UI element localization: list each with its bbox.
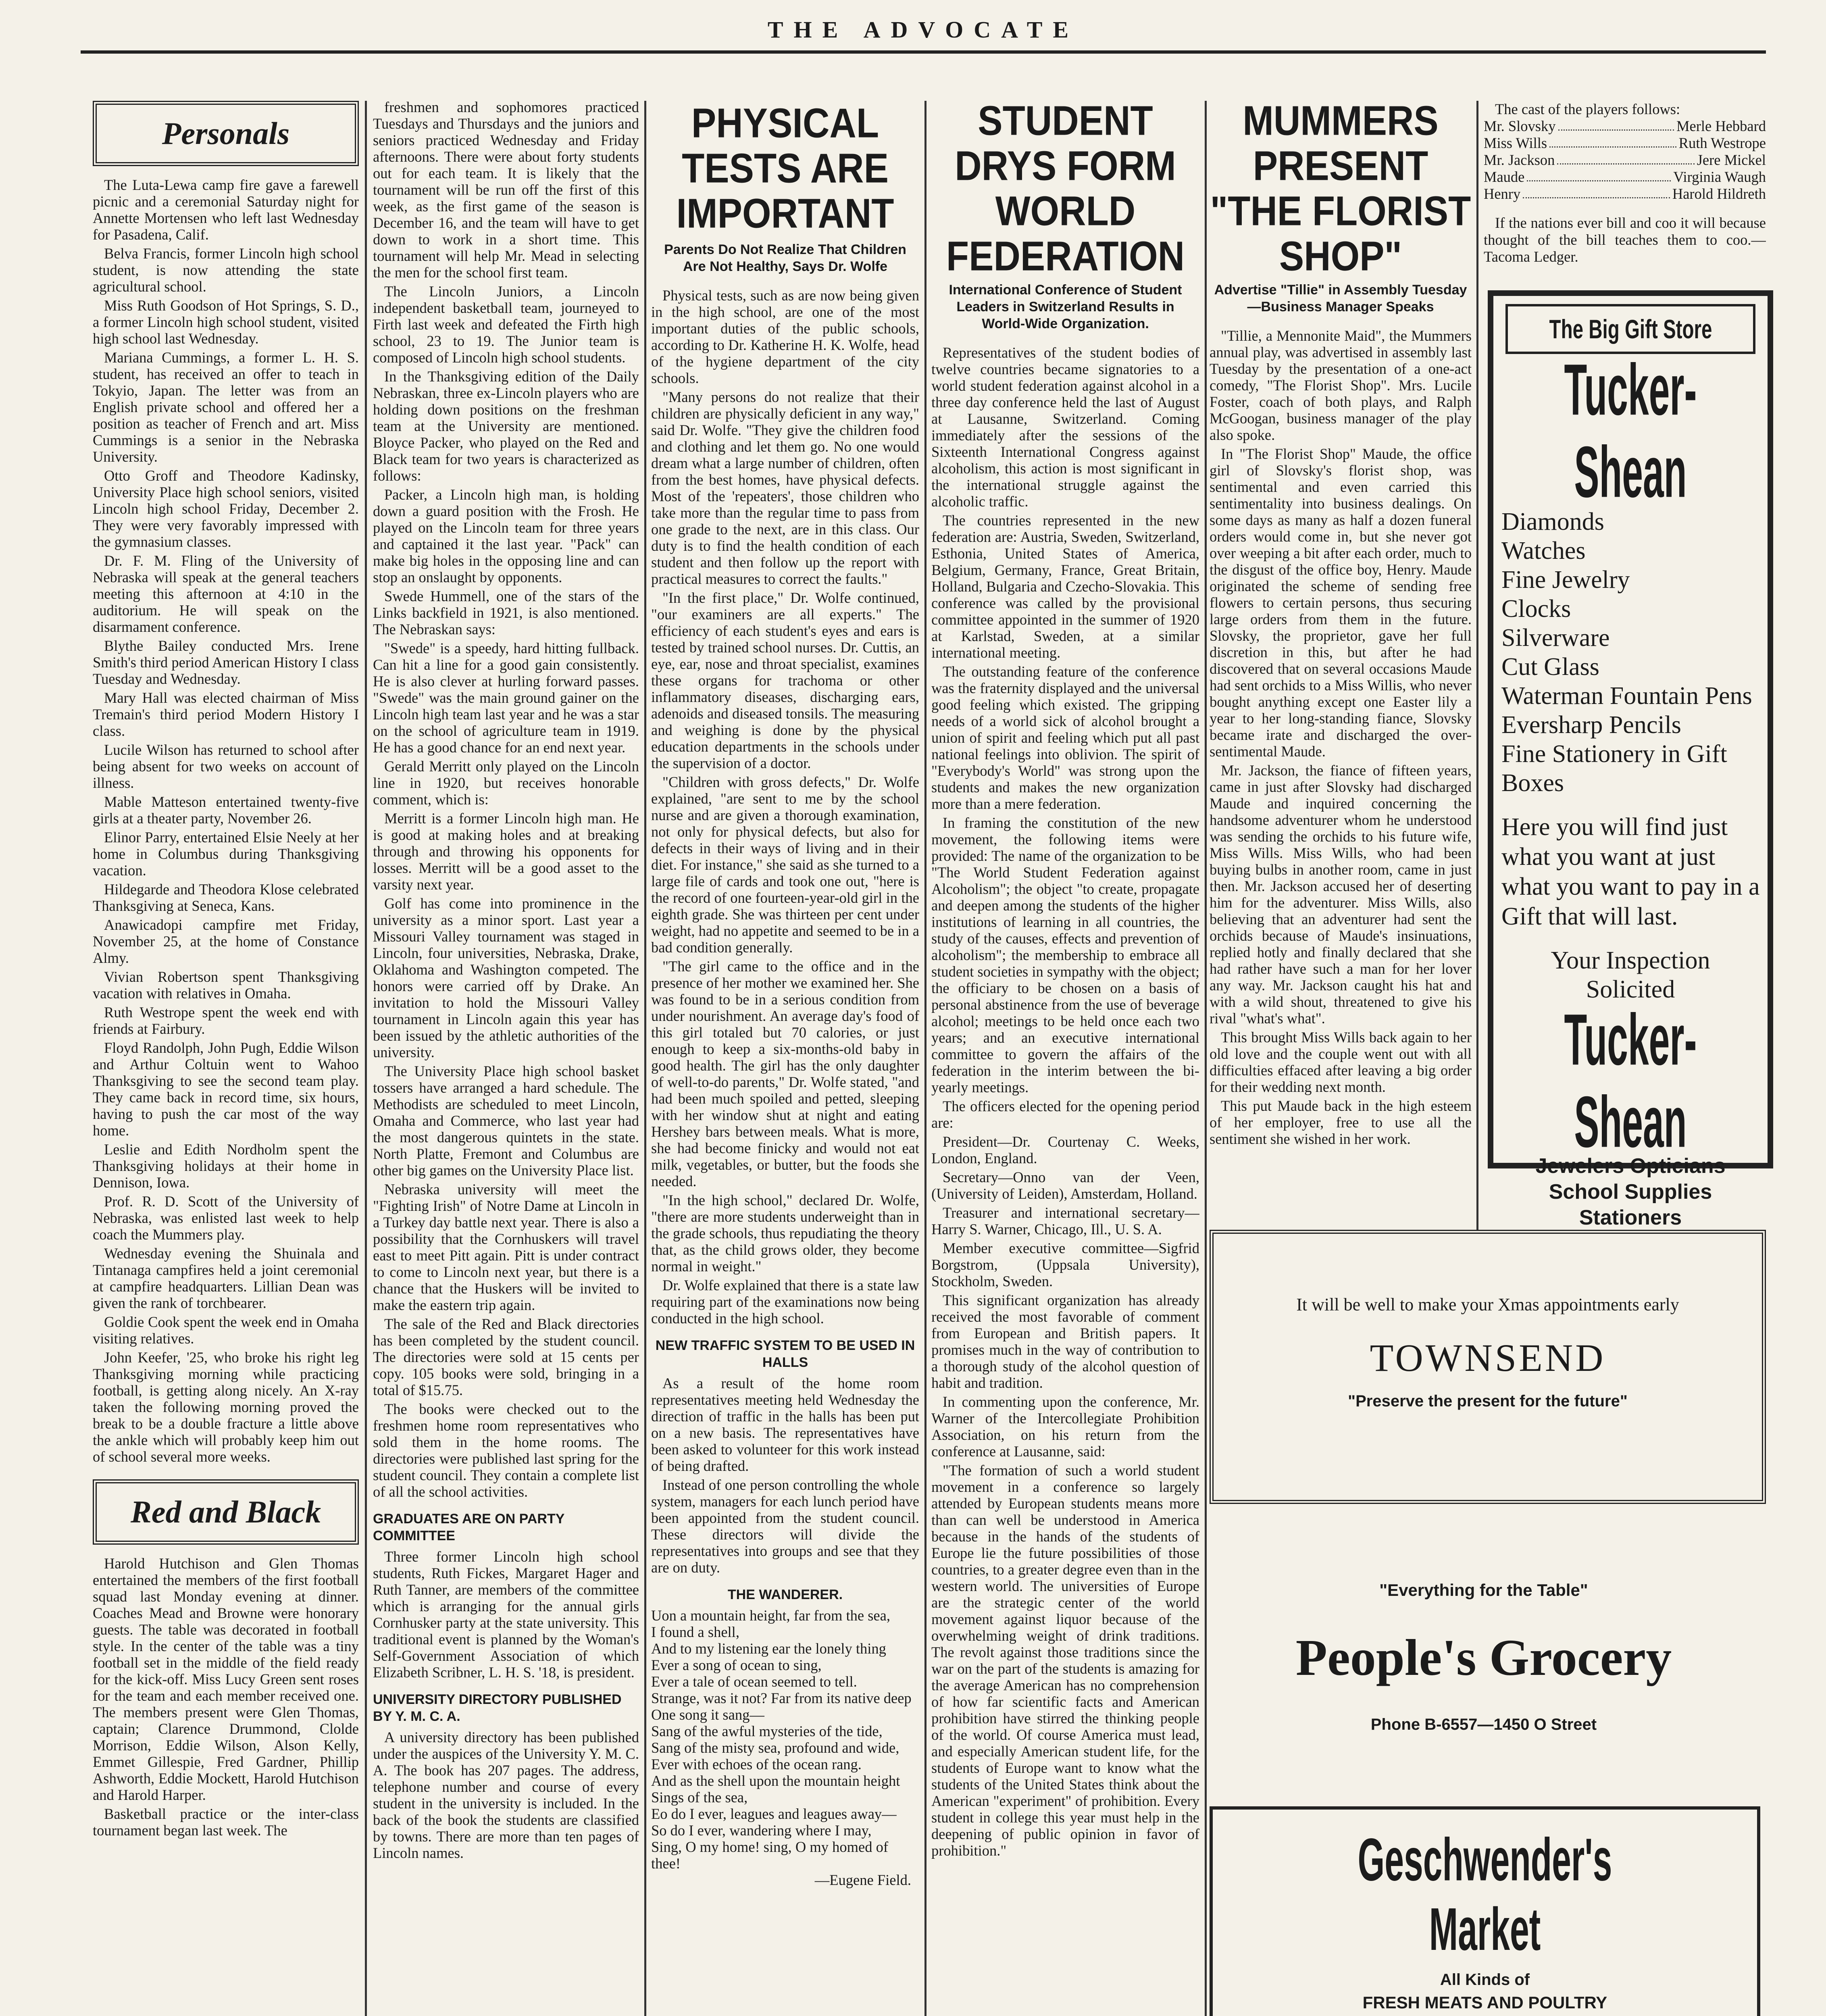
paragraph: Instead of one person controlling the whole system, managers for each lunch period have been appointed from the student council. These directors will divide the representatives into groups and see that they are on duty. — [651, 1477, 919, 1576]
paragraph: freshmen and sophomores practiced Tuesdays and Thursdays and the juniors and seniors practiced Wednesday and Friday afternoons. There were about forty students out for each team. It is likely that the tournament will be run off the first of this week, as the first game of the season is December 16, and the team will have to get down to work in a short time. This tournament will help Mr. Mead in selecting the men for the school first team. — [373, 99, 639, 281]
paragraph: A university directory has been published under the auspices of the University Y. M. C. A. The book has 207 pages. The address, telephone number and course of every student in the university is included. In the back of the book the students are classified by towns. There are more than ten pages of Lincoln names. — [373, 1729, 639, 1861]
townsend-tag: "Preserve the present for the future" — [1348, 1392, 1628, 1410]
leader-dots — [1527, 169, 1671, 181]
paragraph: Dr. F. M. Fling of the University of Nebraska will speak at the general teachers meeting this afternoon at 4:10 in the auditorium. He will speak on the disarmament conference. — [93, 552, 359, 635]
masthead: THE ADVOCATE — [767, 17, 1079, 43]
poem-body — [651, 1607, 919, 1872]
poem-line: Sings of the sea, — [651, 1789, 748, 1806]
physical-tests-deck: Parents Do Not Realize That Children Are Not Healthy, Says Dr. Wolfe — [664, 242, 906, 274]
paragraph: Belva Francis, former Lincoln high school student, is now attending the state agricultural school. — [93, 245, 359, 295]
poem-line: Sang of the awful mysteries of the tide, — [651, 1723, 883, 1739]
paragraph: The officers elected for the opening period are: — [931, 1098, 1199, 1131]
tucker-item: Watches — [1501, 537, 1586, 564]
physical-tests-body — [651, 287, 919, 1327]
poem-line: Ever with echoes of the ocean rang. — [651, 1756, 862, 1772]
leader-dots — [1523, 185, 1670, 198]
ad-geschwender — [1210, 1806, 1760, 2016]
student-drys-headline: STUDENT DRYS FORM WORLD FEDERATION — [946, 101, 1185, 280]
ad-townsend — [1210, 1230, 1766, 1504]
paragraph: Three former Lincoln high school students, Ruth Fickes, Margaret Hager and Ruth Tanner, are members of the committee which is arranging for the annual girls Cornhusker party at the state university. This traditional event is planned by the Woman's Self-Government Association of which Elizabeth Scribner, L. H. S. '18, is president. — [373, 1548, 639, 1681]
paragraph: "Many persons do not realize that their children are physically deficient in any way," said Dr. Wolfe. "They give the children food and clothing and let them go. No one would dream what a large number of children, often from the best homes, have physical defects. Most of the 'repeaters', those children who take more than the regular time to pass from one grade to the next, are in this class. Our duty is to find the health condition of each student and then follow up the report with practical measures to correct the faults." — [651, 389, 919, 587]
cast-role: Maude — [1484, 169, 1525, 185]
cast-role: Miss Wills — [1484, 135, 1547, 151]
paragraph: "Tillie, a Mennonite Maid", the Mummers annual play, was advertised in assembly last Tuesday by the presentation of a one-act comedy, "The Florist Shop". Mrs. Lucile Foster, coach of both plays, and Ralph McGoogan, business manager of the play also spoke. — [1210, 327, 1472, 443]
paragraph: Ruth Westrope spent the week end with friends at Fairbury. — [93, 1004, 359, 1037]
paragraph: The Luta-Lewa camp fire gave a farewell picnic and a ceremonial Saturday night for Annette Mortensen who left last Wednesday for Pasadena, Calif. — [93, 177, 359, 243]
townsend-line: It will be well to make your Xmas appointments early — [1296, 1295, 1679, 1314]
poem-line: Ever a tale of ocean seemed to tell. — [651, 1673, 857, 1690]
big-gift-store: The Big Gift Store — [1549, 314, 1712, 344]
cast-note: If the nations ever bill and coo it will because thought of the bill teaches them to coo.—Tacoma Ledger. — [1484, 215, 1766, 265]
personals-heading: Personals — [93, 101, 359, 166]
column-rule — [1476, 101, 1478, 1262]
ad-peoples-grocery — [1210, 1528, 1758, 1782]
geschwender-line1: All Kinds of — [1440, 1971, 1530, 1989]
poem-line: Sang of the misty sea, profound and wide, — [651, 1739, 899, 1756]
paragraph: Hildegarde and Theodora Klose celebrated Thanksgiving at Seneca, Kans. — [93, 881, 359, 914]
cast-role: Mr. Jackson — [1484, 152, 1555, 168]
tucker-pitch: Here you will find just what you want at just what you want to pay in a Gift that will last. — [1501, 813, 1760, 930]
tucker-trades: Jewelers Opticians School Supplies Stationers — [1535, 1154, 1726, 1229]
paragraph: In commenting upon the conference, Mr. Warner of the Intercollegiate Prohibition Association, on his return from the conference at Lausanne, said: — [931, 1393, 1199, 1460]
personals-body — [93, 177, 359, 1465]
paragraph: The University Place high school basket tossers have arranged a hard schedule. The Methodists are scheduled to meet Lincoln, Omaha and Commerce, who last year had the most dangerous quintets in the state. North Platte, Fremont and Columbus are other big games on the University Place list. — [373, 1063, 639, 1179]
paragraph: "In the first place," Dr. Wolfe continued, "our examiners are all experts." The efficiency of each student's eyes and ears is tested by trained school nurses. Dr. Cuttis, an eye, ear, nose and throat specialist, examines these organs for trachoma or other inflammatory diseases, discharging ears, adenoids and diseased tonsils. The measuring and weighing is done by the physical education departments in the schools under the supervision of a doctor. — [651, 589, 919, 771]
cast-actor: Jere Mickel — [1697, 152, 1766, 168]
poem-line: Eo do I ever, leagues and leagues away— — [651, 1806, 897, 1822]
paragraph: Lucile Wilson has returned to school after being absent for two weeks on account of illness. — [93, 741, 359, 791]
paragraph: Wednesday evening the Shuinala and Tintanaga campfires held a joint ceremonial at campfire headquarters. Lillian Dean was given the rank of torchbearer. — [93, 1245, 359, 1311]
paragraph: Dr. Wolfe explained that there is a state law requiring part of the examinations now being conducted in the high school. — [651, 1277, 919, 1327]
cast-row — [1484, 169, 1766, 185]
paragraph: Anawicadopi campfire met Friday, November 25, at the home of Constance Almy. — [93, 916, 359, 966]
cast-row — [1484, 118, 1766, 135]
column-rule — [924, 101, 927, 2016]
column-5 — [1210, 101, 1472, 1302]
paragraph: Golf has come into prominence in the university as a minor sport. Last year a Missouri Valley tournament was staged in Lincoln, four universities, Nebraska, Drake, Oklahoma and Washington competed. The honors were carried off by Drake. An invitation to hold the Missouri Valley tournament in Lincoln again this year has been issued by the athletic authorities of the university. — [373, 895, 639, 1060]
paragraph: "Swede" is a speedy, hard hitting fullback. Can hit a line for a good gain consistently. He is also clever at hurling forward passes. "Swede" was the main ground gainer on the Lincoln high team last year and he was a star on the school of agriculture team in 1919. He has a good chance for an end next year. — [373, 640, 639, 756]
paragraph: Treasurer and international secretary—Harry S. Warner, Chicago, Ill., U. S. A. — [931, 1204, 1199, 1237]
paragraph: "The formation of such a world student movement in a conference so largely attended by European students means more than can well be understood in America because in the hands of the students of Europe lie the future possibilities of those countries, to a greater degree even than in the western world. The universities of Europe are the strategic center of the world movement against liquor because of the overwhelming weight of drink traditions. The revolt against those traditions since the war on the part of the students is amazing for the average American has no comprehension of how far scientific facts and American prohibition have stirred the thinking people of the world. Of course America must lead, and especially American student life, for the students of Europe want to know what the students of the United States think about the American "experiment" of prohibition. Every student in college this year must help in the deepening of public opinion in favor of prohibition." — [931, 1462, 1199, 1859]
paragraph: In the Thanksgiving edition of the Daily Nebraskan, three ex-Lincoln players who are holding down positions on the freshman team at the University are mentioned. Bloyce Packer, who played on the Red and Black team for two years is characterized as follows: — [373, 368, 639, 484]
paragraph: Mariana Cummings, a former L. H. S. student, has received an offer to teach in Tokyio, Japan. The letter was from an English private school and offered her a position as teacher of French and art. Miss Cummings is a senior in the Nebraska University. — [93, 349, 359, 465]
paragraph: Representatives of the student bodies of twelve countries became signatories to a world student federation against alcohol in a three day conference held the last of August at Lausanne, Switzerland. Coming immediately after the sessions of the Sixteenth International Congress against alcoholism, this action is most significant in the international struggle against the alcoholic traffic. — [931, 344, 1199, 510]
paragraph: Elinor Parry, entertained Elsie Neely at her home in Columbus during Thanksgiving vacation. — [93, 829, 359, 879]
paragraph: The outstanding feature of the conference was the fraternity displayed and the universal good feeling which existed. The gripping needs of a world sick of alcohol brought a union of spirit and feeling which put all past national feelings into oblivion. The spirit of "Everybody's World" was strong upon the students and makes the new organization more than a mere federation. — [931, 663, 1199, 812]
red-black-heading: Red and Black — [93, 1479, 359, 1545]
student-drys-deck: International Conference of Student Leaders in Switzerland Results in World-Wide Organization. — [949, 282, 1182, 331]
column-3 — [651, 101, 919, 2016]
mummers-body — [1210, 327, 1472, 1147]
column-4 — [931, 101, 1199, 2016]
column-rule — [644, 101, 646, 2016]
poem-line: And as the shell upon the mountain height — [651, 1772, 900, 1789]
directory-subhead: UNIVERSITY DIRECTORY PUBLISHED BY Y. M. C. A. — [373, 1692, 622, 1724]
tucker-item: Clocks — [1501, 595, 1571, 623]
geschwender-name: Geschwender's Market — [1358, 1825, 1612, 1963]
poem-line: So do I ever, wandering where I may, — [651, 1822, 872, 1839]
geschwender-line2: FRESH MEATS AND POULTRY — [1362, 1993, 1607, 2012]
poem-author: —Eugene Field. — [814, 1872, 911, 1888]
column-2 — [373, 99, 639, 2016]
cast-row — [1484, 152, 1766, 169]
paragraph: Physical tests, such as are now being given in the high school, are one of the most important duties of the public schools, according to Dr. Katherine H. K. Wolfe, head of the hygiene department of the city schools. — [651, 287, 919, 386]
poem-line: Sing, O my home! sing, O my homed of thee! — [651, 1839, 889, 1872]
paragraph: This put Maude back in the high esteem of her employer, free to use all the sentiment she wished in her work. — [1210, 1098, 1472, 1147]
tucker-shean-name-2: Tucker-Shean — [1564, 999, 1697, 1162]
paragraph: Miss Ruth Goodson of Hot Springs, S. D., a former Lincoln high school student, visited high school last Wednesday. — [93, 297, 359, 347]
poem-line: Ever a song of ocean to sing, — [651, 1657, 822, 1673]
paragraph: The sale of the Red and Black directories has been completed by the student council. The directories were sold at 15 cents per copy. 105 books were sold, bringing in a total of $15.75. — [373, 1316, 639, 1398]
paragraph: Merritt is a former Lincoln high man. He is good at making holes and at breaking through and throwing his opponents for losses. Merritt will be a good asset to the varsity next year. — [373, 810, 639, 893]
masthead-rule — [81, 50, 1766, 54]
peoples-tag: "Everything for the Table" — [1379, 1581, 1588, 1599]
paragraph: Mr. Jackson, the fiance of fifteen years, came in just after Slovsky had discharged Maude and inquired concerning the handsome adventurer whom he understood was sending the orchids to his future wife, Miss Wills. Miss Wills, who had been buying bulbs in another room, came in just then. Mr. Jackson accused her of deserting him for the adventurer. Miss Wills, also believing that an adventurer had sent the orchids because of Maude's insinuations, replied hotly and finally declared that she had rather have such a man for her lover any way. Mr. Jackson caught his hat and with a wild shout, threatened to give his rival "what's what". — [1210, 762, 1472, 1027]
cast-actor: Harold Hildreth — [1672, 185, 1766, 202]
poem-line: Strange, was it not? Far from its native deep — [651, 1690, 912, 1706]
traffic-body — [651, 1375, 919, 1576]
cast-actor: Ruth Westrope — [1678, 135, 1766, 151]
poem-line: And to my listening ear the lonely thing — [651, 1640, 886, 1657]
physical-tests-headline: PHYSICAL TESTS ARE IMPORTANT — [676, 101, 894, 237]
paragraph: Nebraska university will meet the "Fighting Irish" of Notre Dame at Lincoln in a Turkey day battle next year. There is also a possibility that the Cornhuskers will travel east to meet Pitt again. Pitt is under contract to come to Lincoln next year, but there is a chance that the Huskers will be invited to make the eastern trip again. — [373, 1181, 639, 1313]
student-drys-body — [931, 344, 1199, 1859]
cast-role: Henry — [1484, 185, 1521, 202]
ad-tucker-shean — [1488, 290, 1773, 1229]
paragraph: "Children with gross defects," Dr. Wolfe explained, "are sent to me by the school nurse and are given a thorough examination, not only for physical defects, but also for defects in their ways of living and in their diet. For instance," she said as she turned to a large file of cards and took one out, "here is the record of one fourteen-year-old girl in the eighth grade. She was thirteen per cent under weight, had no appetite and seemed to be in a bad condition generally. — [651, 774, 919, 956]
townsend-name: TOWNSEND — [1370, 1336, 1606, 1379]
poem-line: Uon a mountain height, far from the sea, — [651, 1607, 890, 1624]
cast-row — [1484, 185, 1766, 202]
cast-actor: Merle Hebbard — [1676, 118, 1766, 134]
paragraph: Basketball practice or the inter-class tournament began last week. The — [93, 1806, 359, 1839]
paragraph: John Keefer, '25, who broke his right leg Thanksgiving morning while practicing football, is getting along nicely. An X-ray taken the following morning proved the break to be a double fracture a little above the ankle which will probably keep him out of school several more weeks. — [93, 1349, 359, 1465]
mummers-deck: Advertise "Tillie" in Assembly Tuesday—Business Manager Speaks — [1214, 282, 1467, 314]
paragraph: The Lincoln Juniors, a Lincoln independent basketball team, journeyed to Firth last week and defeated the Firth high school, 23 to 19. The Junior team is composed of Lincoln high school students. — [373, 283, 639, 366]
paragraph: Swede Hummell, one of the stars of the Links backfield in 1921, is also mentioned. The Nebraskan says: — [373, 588, 639, 637]
tucker-item: Fine Jewelry — [1501, 566, 1630, 594]
leader-dots — [1549, 135, 1676, 148]
paragraph: Mable Matteson entertained twenty-five girls at a theater party, November 26. — [93, 793, 359, 827]
mummers-headline: MUMMERS PRESENT "THE FLORIST SHOP" — [1210, 101, 1471, 280]
paragraph: Otto Groff and Theodore Kadinsky, University Place high school seniors, visited Lincoln high school Friday, December 2. They were very favorably impressed with the gymnasium classes. — [93, 467, 359, 550]
paragraph: Prof. R. D. Scott of the University of Nebraska, was enlisted last week to help coach the Mummers play. — [93, 1193, 359, 1243]
paragraph: In framing the constitution of the new movement, the following items were provided: The name of the organization to be "The World Student Federation against Alcoholism"; the object "to create, propagate and deepen among the students of the higher institutions of learning in all countries, the study of the causes, effects and prevention of alcoholism"; the membership to embrace all student societies in sympathy with the object; the officiary to be chosen on a basis of personal abstinence from the use of beverage alcohol; meetings to be held once each two years; and an executive international committee to govern the affairs of the federation in the interim between the bi-yearly meetings. — [931, 814, 1199, 1095]
paragraph: President—Dr. Courtenay C. Weeks, London, England. — [931, 1133, 1199, 1166]
column-rule — [365, 101, 367, 2016]
paragraph: Secretary—Onno van der Veen, (University of Leiden), Amsterdam, Holland. — [931, 1169, 1199, 1202]
cast-actor: Virginia Waugh — [1673, 169, 1766, 185]
paragraph: This brought Miss Wills back again to her old love and the couple went out with all difficulties effaced after leaving a big order for their wedding next month. — [1210, 1029, 1472, 1095]
tucker-item: Eversharp Pencils — [1501, 711, 1681, 739]
poem-line: One song it sang— — [651, 1706, 764, 1723]
paragraph: Goldie Cook spent the week end in Omaha visiting relatives. — [93, 1314, 359, 1347]
leader-dots — [1557, 152, 1694, 165]
paragraph: Leslie and Edith Nordholm spent the Thanksgiving holidays at their home in Dennison, Iowa. — [93, 1141, 359, 1191]
column-2-body — [373, 99, 639, 1500]
directory-body — [373, 1729, 639, 1861]
paragraph: Blythe Bailey conducted Mrs. Irene Smith's third period American History I class Tuesday and Wednesday. — [93, 637, 359, 687]
cast-role: Mr. Slovsky — [1484, 118, 1556, 134]
tucker-shean-name: Tucker-Shean — [1564, 349, 1697, 512]
paragraph: Mary Hall was elected chairman of Miss Tremain's third period Modern History I class. — [93, 689, 359, 739]
red-black-body — [93, 1555, 359, 1839]
paragraph: Vivian Robertson spent Thanksgiving vacation with relatives in Omaha. — [93, 968, 359, 1002]
graduates-body — [373, 1548, 639, 1681]
paragraph: Packer, a Lincoln high man, is holding down a guard position with the Frosh. He played on the Lincoln team for three years and captained it the last year. "Pack" can make big holes in the opposing line and can stop an onslaught by opponents. — [373, 486, 639, 585]
graduates-subhead: GRADUATES ARE ON PARTY COMMITTEE — [373, 1511, 564, 1543]
paragraph: The books were checked out to the freshmen home room representatives who sold them in the home rooms. The directories were published last spring for the student council. They contain a complete list of all the school activities. — [373, 1401, 639, 1500]
paragraph: Floyd Randolph, John Pugh, Eddie Wilson and Arthur Coltuin went to Wahoo Thanksgiving to see the second team play. They came back in record time, six hours, having to push the car most of the way home. — [93, 1039, 359, 1139]
tucker-item: Cut Glass — [1501, 653, 1599, 681]
tucker-inspect: Your Inspection Solicited — [1551, 947, 1710, 1003]
paragraph: The countries represented in the new federation are: Austria, Sweden, Switzerland, Esthonia, United States of America, Belgium, Germany, France, Great Britain, Holland, Bulgaria and Czecho-Slovakia. This conference was called by the provisional committee appointed in the summer of 1920 at Karlstad, Sweden, at a similar international meeting. — [931, 512, 1199, 661]
paragraph: "In the high school," declared Dr. Wolfe, "there are more students underweight than in the grade schools, thus repudiating the theory that, as the child grows older, they become normal in weight." — [651, 1192, 919, 1275]
peoples-name: People's Grocery — [1295, 1629, 1672, 1686]
poem-title: THE WANDERER. — [727, 1587, 843, 1602]
cast-list — [1484, 118, 1766, 202]
paragraph: As a result of the home room representatives meeting held Wednesday the direction of traffic in the halls has been put on a new basis. The representatives have been asked to volunteer for this work instead of being drafted. — [651, 1375, 919, 1474]
paragraph: "The girl came to the office and in the presence of her mother we examined her. She was found to be in a serious condition from under nourishment. An average day's food of this girl totaled but 70 calories, or just enough to keep a six-months-old baby in good health. The girl has the only daughter of well-to-do parents," Dr. Wolfe stated, "and had been much spoiled and petted, sleeping with her window shut at night and eating Hershey bars between meals. What is more, she had become finicky and would not eat milk, vegetables, or butter, but the foods she needed. — [651, 958, 919, 1189]
paragraph: Gerald Merritt only played on the Lincoln line in 1920, but receives honorable comment, which is: — [373, 758, 639, 808]
paragraph: Member executive committee—Sigfrid Borgstrom, (Uppsala University), Stockholm, Sweden. — [931, 1240, 1199, 1289]
column-rule — [1205, 101, 1207, 2016]
paragraph: In "The Florist Shop" Maude, the office girl of Slovsky's florist shop, was sentimental and even carried this sentimentality into business dealings. On some days as many as half a dozen funeral orders would come in, but she never got over weeping a bit after each order, much to the disgust of the office boy, Henry. Maude originated the scheme of sending free flowers to certain persons, thus securing large orders from them in the future. Slovsky, the proprietor, gave her full discretion in this, but after he had discovered that on several occasions Maude had sent orchids to a Miss Willis, who never bought anything except one Easter lily a year to her long-standing fiance, Slovsky became irate and discharged the over-sentimental Maude. — [1210, 446, 1472, 760]
tucker-items — [1493, 507, 1768, 798]
tucker-item: Waterman Fountain Pens — [1501, 682, 1752, 710]
paragraph: This significant organization has already received the most favorable of comment from European and British papers. It promises much in the way of contribution to a thorough study of the alcohol question of habit and tradition. — [931, 1292, 1199, 1391]
cast-intro: The cast of the players follows: — [1495, 101, 1680, 117]
traffic-subhead: NEW TRAFFIC SYSTEM TO BE USED IN HALLS — [655, 1338, 915, 1370]
paragraph: Harold Hutchison and Glen Thomas entertained the members of the first football squad last Monday evening at dinner. Coaches Mead and Browne were honorary guests. The table was decorated in football style. In the center of the table was a tiny football set in the middle of the field ready for the kick-off. Miss Lucy Green sent roses for the team and each member received one. The members present were Glen Thomas, captain; Clarence Drummond, Clolde Morrison, Eddie Wilson, Alson Kelly, Emmet Gillespie, Fred Gardner, Phillip Ashworth, Eddie Mockett, Harold Hutchison and Harold Harper. — [93, 1555, 359, 1803]
tucker-item: Silverware — [1501, 624, 1610, 652]
peoples-phone: Phone B-6557—1450 O Street — [1370, 1716, 1597, 1733]
column-1 — [93, 101, 359, 2016]
tucker-item: Diamonds — [1501, 508, 1604, 535]
leader-dots — [1558, 118, 1674, 131]
tucker-item: Fine Stationery in Gift Boxes — [1501, 740, 1727, 797]
cast-row — [1484, 135, 1766, 152]
poem-line: I found a shell, — [651, 1624, 739, 1640]
